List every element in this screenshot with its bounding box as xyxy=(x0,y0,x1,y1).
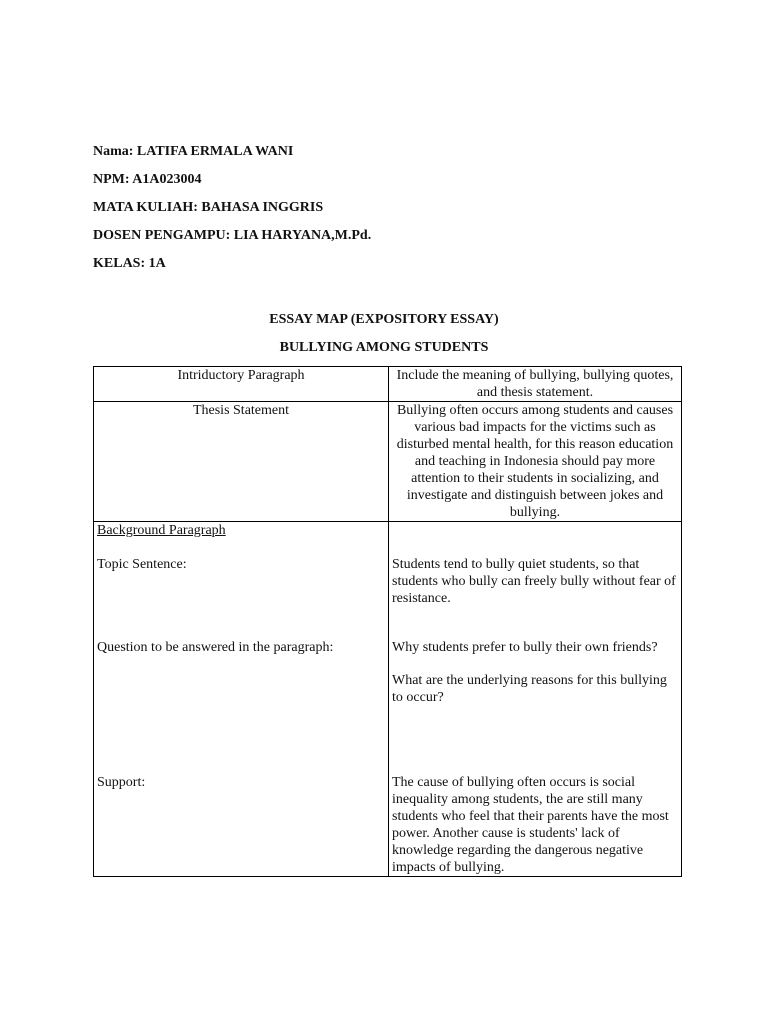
essay-topic-title: BULLYING AMONG STUDENTS xyxy=(279,340,489,355)
intro-label: Intriductory Paragraph xyxy=(94,367,389,402)
topic-label: Topic Sentence: xyxy=(97,557,187,572)
student-name: Nama: LATIFA ERMALA WANI xyxy=(93,144,294,159)
background-label: Background Paragraph xyxy=(97,523,226,538)
table-row-thesis xyxy=(94,402,682,522)
student-info xyxy=(93,143,371,283)
background-spacer xyxy=(392,522,678,556)
lecturer-name: DOSEN PENGAMPU: LIA HARYANA,M.Pd. xyxy=(93,228,372,243)
question-1: Why students prefer to bully their own friends? xyxy=(392,640,658,655)
question-2: What are the underlying reasons for this bullying to occur? xyxy=(392,673,667,705)
essay-map-title: ESSAY MAP (EXPOSITORY ESSAY) xyxy=(269,312,499,327)
support-text: The cause of bullying often occurs is social inequality among students, the are still many students who feel that their parents have the most power. Another cause is students' lack of knowledge regarding the dangerous negative impacts of bullying. xyxy=(392,775,669,875)
background-label-cell xyxy=(94,522,389,877)
background-content-cell xyxy=(389,522,682,877)
support-label: Support: xyxy=(97,775,146,790)
essay-map-table xyxy=(93,366,682,877)
course-name: MATA KULIAH: BAHASA INGGRIS xyxy=(93,200,324,215)
question-label: Question to be answered in the paragraph: xyxy=(97,640,334,655)
table-row-background xyxy=(94,522,682,877)
table-row-intro xyxy=(94,367,682,402)
topic-text: Students tend to bully quiet students, so that students who bully can freely bully without fear of resistance. xyxy=(392,557,676,606)
question-list xyxy=(392,639,678,774)
thesis-text: Bullying often occurs among students and causes various bad impacts for the victims such as disturbed mental health, for this reason education and teaching in Indonesia should pay more attention to their students in socializing, and investigate and distinguish between jokes and bullying. xyxy=(389,402,682,522)
thesis-label: Thesis Statement xyxy=(94,402,389,522)
student-npm: NPM: A1A023004 xyxy=(93,172,202,187)
intro-text: Include the meaning of bullying, bullying quotes, and thesis statement. xyxy=(389,367,682,402)
class-name: KELAS: 1A xyxy=(93,256,166,271)
